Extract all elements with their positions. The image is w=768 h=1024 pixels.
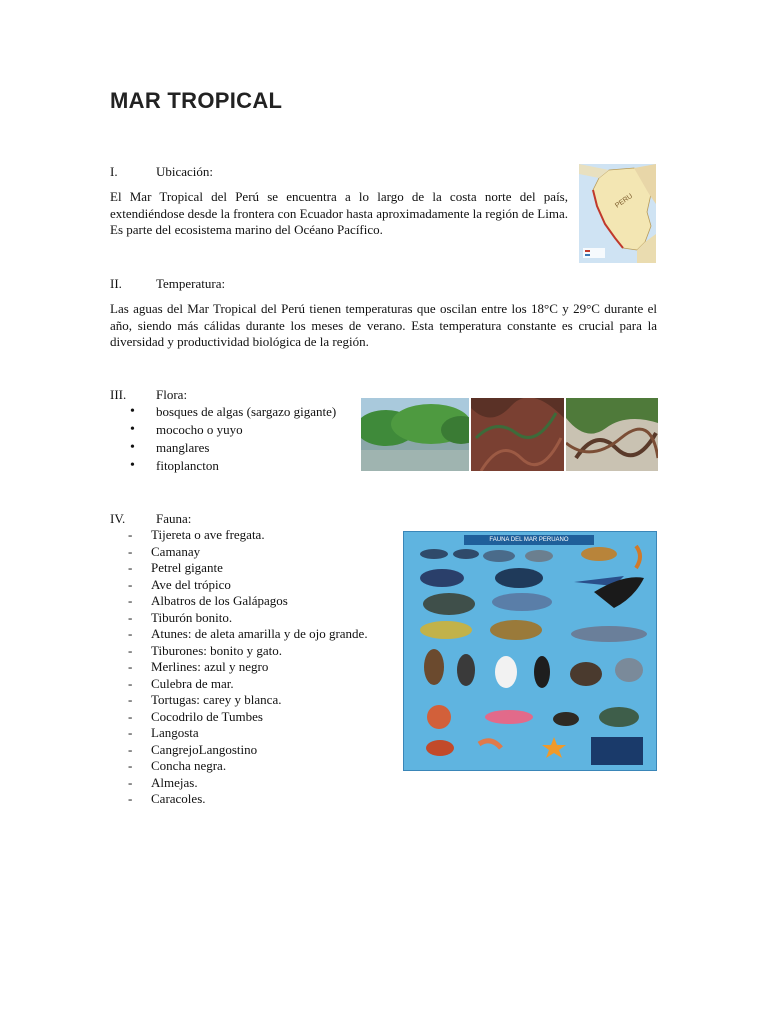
fauna-illustration: [404, 532, 656, 770]
section-flora-heading: [110, 387, 187, 403]
section-fauna-heading: [110, 511, 191, 527]
list-item: - Langosta: [128, 725, 368, 742]
poster-title: FAUNA DEL MAR PERUANO: [464, 535, 594, 545]
list-item: - Tiburones: bonito y gato.: [128, 643, 368, 660]
map-label: PERU: [614, 192, 635, 210]
list-item: • manglares: [130, 439, 336, 457]
section-title: Temperatura:: [156, 276, 226, 291]
section-title: Flora:: [156, 387, 188, 402]
section-number: I.: [110, 164, 118, 179]
list-item: - Almejas.: [128, 775, 368, 792]
page-title: MAR TROPICAL: [110, 88, 283, 113]
section-number: IV.: [110, 511, 126, 526]
list-item: • fitoplancton: [130, 457, 336, 475]
list-item: - Caracoles.: [128, 791, 368, 808]
section-number: II.: [110, 276, 122, 291]
algae-image: [471, 398, 564, 471]
list-item: • bosques de algas (sargazo gigante): [130, 403, 336, 421]
list-item: - Tortugas: carey y blanca.: [128, 692, 368, 709]
fauna-list: [128, 527, 368, 808]
list-item: - Ave del trópico: [128, 577, 368, 594]
section-number: III.: [110, 387, 127, 402]
mangrove-photo: [361, 398, 469, 471]
yuyo-photo: [566, 398, 658, 471]
list-item: • mococho o yuyo: [130, 421, 336, 439]
peru-map-icon: [579, 164, 656, 263]
section-title: Fauna:: [156, 511, 192, 526]
section-temperatura-heading: [110, 276, 225, 292]
section-title: Ubicación:: [156, 164, 214, 179]
list-item: - Cocodrilo de Tumbes: [128, 709, 368, 726]
list-item: - Albatros de los Galápagos: [128, 593, 368, 610]
peru-map-image: [579, 164, 656, 263]
seaweed-image: [566, 398, 658, 471]
list-item: - Concha negra.: [128, 758, 368, 775]
algae-photo: [471, 398, 564, 471]
section-ubicacion-heading: [110, 164, 213, 180]
list-item: - Tijereta o ave fregata.: [128, 527, 368, 544]
list-item: - Tiburón bonito.: [128, 610, 368, 627]
list-item: - Culebra de mar.: [128, 676, 368, 693]
mangrove-image: [361, 398, 469, 471]
flora-list: [130, 403, 336, 475]
ubicacion-paragraph: El Mar Tropical del Perú se encuentra a lo largo de la costa norte del país, extendiéndose desde la frontera con Ecuador hasta aproximadamente la región de Lima. Es parte del ecosistema marino del Océano Pacífico.: [110, 189, 568, 237]
fauna-poster: [403, 531, 657, 771]
list-item: - Petrel gigante: [128, 560, 368, 577]
list-item: - Atunes: de aleta amarilla y de ojo grande.: [128, 626, 368, 643]
list-item: - Merlines: azul y negro: [128, 659, 368, 676]
list-item: - Camanay: [128, 544, 368, 561]
list-item: - CangrejoLangostino: [128, 742, 368, 759]
temperatura-paragraph: Las aguas del Mar Tropical del Perú tienen temperaturas que oscilan entre los 18°C y 29°C durante el año, siendo más cálidas durante los meses de verano. Esta temperatura constante es crucial para la diversidad y productividad biológica de la región.: [110, 301, 657, 349]
